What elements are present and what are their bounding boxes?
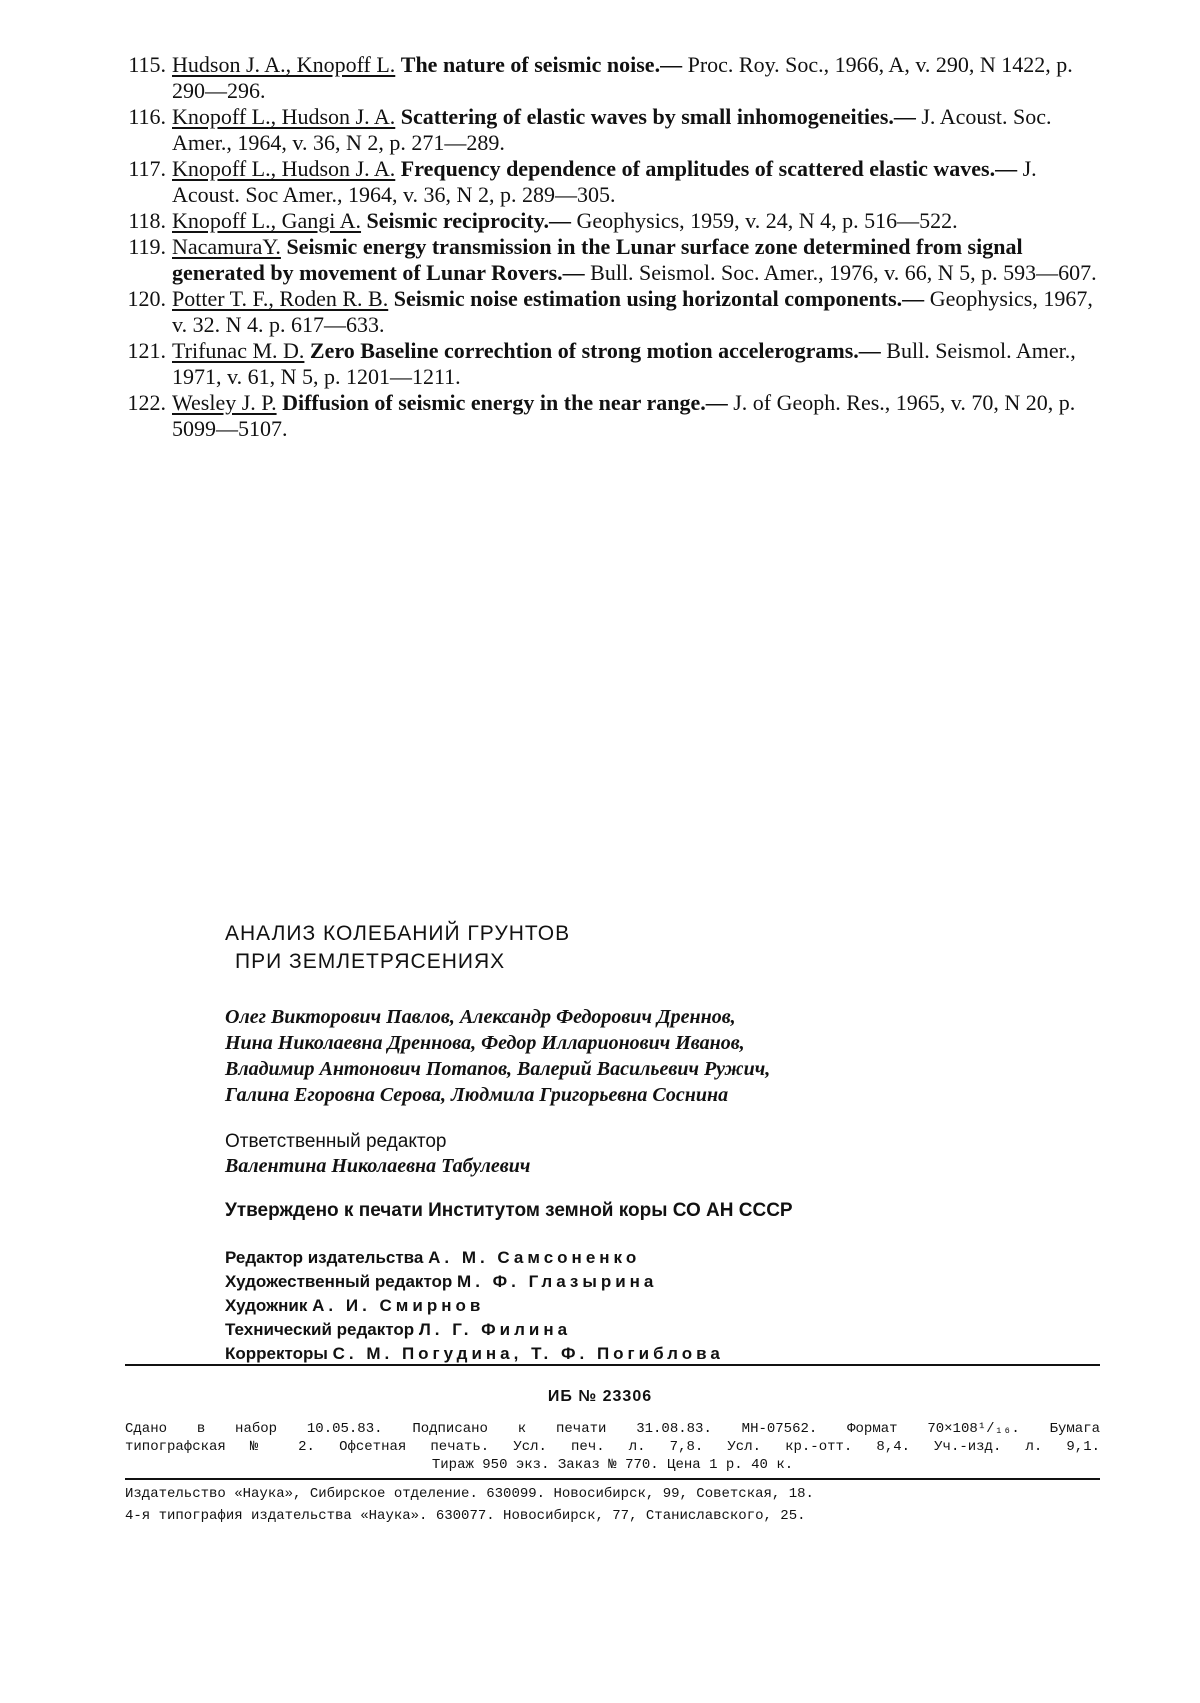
reference-list bbox=[118, 52, 1108, 442]
reference-source: J. of Geoph. Res., 1965, v. 70, N 20, p. 5099—5107. bbox=[172, 390, 1076, 441]
staff-role: Художественный редактор bbox=[225, 1272, 453, 1291]
divider-rule bbox=[125, 1478, 1100, 1480]
reference-number: 118. bbox=[128, 208, 166, 233]
staff-name: М. Ф. Глазырина bbox=[457, 1272, 658, 1291]
staff-line bbox=[225, 1270, 1105, 1294]
staff-role: Технический редактор bbox=[225, 1320, 415, 1339]
reference-authors: Knopoff L., Hudson J. A. bbox=[172, 156, 396, 181]
staff-role: Редактор издательства bbox=[225, 1248, 424, 1267]
reference-number: 116. bbox=[128, 104, 166, 129]
reference-title: Scattering of elastic waves by small inhomogeneities.— bbox=[400, 104, 916, 129]
staff-name: Л. Г. Филина bbox=[418, 1320, 572, 1339]
reference-authors: Knopoff L., Gangi A. bbox=[172, 208, 362, 233]
reference-title: Zero Baseline correchtion of strong motion accelerograms.— bbox=[309, 338, 881, 363]
reference-text bbox=[172, 286, 1093, 337]
reference-number: 119. bbox=[128, 234, 166, 259]
staff-name: С. М. Погудина, Т. Ф. Погиблова bbox=[332, 1344, 724, 1363]
reference-source: Geophysics, 1959, v. 24, N 4, p. 516—522. bbox=[576, 208, 958, 233]
staff-line bbox=[225, 1318, 1105, 1342]
reference-entry bbox=[118, 234, 1108, 286]
reference-authors: NacamuraY. bbox=[172, 234, 281, 259]
reference-text bbox=[172, 156, 1037, 207]
staff-name: А. И. Смирнов bbox=[312, 1296, 485, 1315]
staff-list bbox=[225, 1246, 1105, 1366]
imprint-line: Сдано в набор 10.05.83. Подписано к печати 31.08.83. МН-07562. Формат 70×108¹/₁₆. Бумага bbox=[125, 1421, 1100, 1437]
author-line: Галина Егоровна Серова, Людмила Григорьевна Соснина bbox=[225, 1084, 729, 1106]
staff-role: Корректоры bbox=[225, 1344, 328, 1363]
reference-title: Seismic energy transmission in the Lunar surface zone determined from signal generated by movement of Lunar Rovers.— bbox=[172, 234, 1023, 285]
reference-title: Seismic noise estimation using horizontal components.— bbox=[393, 286, 925, 311]
reference-entry bbox=[118, 208, 1108, 234]
reference-text bbox=[172, 234, 1097, 285]
responsible-editor-label: Ответственный редактор bbox=[225, 1131, 447, 1152]
divider-rule bbox=[125, 1364, 1100, 1366]
staff-line bbox=[225, 1294, 1105, 1318]
reference-source: J. Acoust. Soc Amer., 1964, v. 36, N 2, p. 289—305. bbox=[172, 156, 1037, 207]
staff-name: А. М. Самсоненко bbox=[428, 1248, 641, 1267]
reference-source: Bull. Seismol. Soc. Amer., 1976, v. 66, N 5, p. 593—607. bbox=[590, 260, 1097, 285]
reference-number: 120. bbox=[127, 286, 166, 311]
reference-number: 121. bbox=[127, 338, 166, 363]
reference-source: J. Acoust. Soc. Amer., 1964, v. 36, N 2, p. 271—289. bbox=[172, 104, 1052, 155]
responsible-editor bbox=[225, 1130, 1105, 1178]
author-list bbox=[225, 1004, 1105, 1108]
reference-text bbox=[172, 104, 1052, 155]
imprint-line: Тираж 950 экз. Заказ № 770. Цена 1 р. 40 к. bbox=[431, 1457, 794, 1473]
publisher-info bbox=[125, 1483, 1100, 1527]
staff-line bbox=[225, 1246, 1105, 1270]
publisher-line: Издательство «Наука», Сибирское отделение. 630099. Новосибирск, 99, Советская, 18. bbox=[125, 1486, 814, 1502]
reference-number: 117. bbox=[128, 156, 166, 181]
approval-statement: Утверждено к печати Институтом земной коры СО АН СССР bbox=[225, 1200, 793, 1221]
author-line: Владимир Антонович Потапов, Валерий Васильевич Ружич, bbox=[225, 1058, 771, 1080]
print-imprint bbox=[125, 1420, 1100, 1474]
reference-entry bbox=[118, 52, 1108, 104]
responsible-editor-name: Валентина Николаевна Табулевич bbox=[225, 1155, 531, 1177]
reference-authors: Wesley J. P. bbox=[172, 390, 277, 415]
reference-text bbox=[172, 52, 1073, 103]
reference-text bbox=[172, 338, 1076, 389]
ib-number: ИБ № 23306 bbox=[547, 1388, 653, 1405]
reference-text bbox=[172, 390, 1075, 441]
reference-number: 122. bbox=[127, 390, 166, 415]
book-title-line-2: ПРИ ЗЕМЛЕТРЯСЕНИЯХ bbox=[235, 950, 506, 973]
reference-entry bbox=[118, 286, 1108, 338]
reference-title: The nature of seismic noise.— bbox=[400, 52, 683, 77]
imprint-line: типографская № 2. Офсетная печать. Усл. печ. л. 7,8. Усл. кр.-отт. 8,4. Уч.-изд. л. 9,1. bbox=[125, 1439, 1100, 1455]
reference-title: Frequency dependence of amplitudes of scattered elastic waves.— bbox=[400, 156, 1018, 181]
reference-entry bbox=[118, 390, 1108, 442]
staff-role: Художник bbox=[225, 1296, 308, 1315]
reference-authors: Trifunac M. D. bbox=[172, 338, 305, 363]
reference-number: 115. bbox=[128, 52, 166, 77]
reference-entry bbox=[118, 104, 1108, 156]
book-title-line-1: АНАЛИЗ КОЛЕБАНИЙ ГРУНТОВ bbox=[225, 922, 571, 945]
reference-title: Seismic reciprocity.— bbox=[366, 208, 572, 233]
author-line: Нина Николаевна Дреннова, Федор Илларионович Иванов, bbox=[225, 1032, 745, 1054]
staff-line bbox=[225, 1342, 1105, 1366]
colophon bbox=[225, 920, 1105, 1366]
reference-title: Diffusion of seismic energy in the near range.— bbox=[282, 390, 728, 415]
reference-authors: Knopoff L., Hudson J. A. bbox=[172, 104, 396, 129]
reference-source: Geophysics, 1967, v. 32. N 4. p. 617—633. bbox=[172, 286, 1093, 337]
reference-entry bbox=[118, 338, 1108, 390]
reference-authors: Hudson J. A., Knopoff L. bbox=[172, 52, 396, 77]
reference-text bbox=[172, 208, 958, 233]
reference-source: Proc. Roy. Soc., 1966, A, v. 290, N 1422, p. 290—296. bbox=[172, 52, 1073, 103]
reference-authors: Potter T. F., Roden R. B. bbox=[172, 286, 389, 311]
reference-entry bbox=[118, 156, 1108, 208]
reference-source: Bull. Seismol. Amer., 1971, v. 61, N 5, p. 1201—1211. bbox=[172, 338, 1076, 389]
publisher-line: 4-я типография издательства «Наука». 630077. Новосибирск, 77, Станиславского, 25. bbox=[125, 1508, 806, 1524]
author-line: Олег Викторович Павлов, Александр Федорович Дреннов, bbox=[225, 1006, 736, 1028]
